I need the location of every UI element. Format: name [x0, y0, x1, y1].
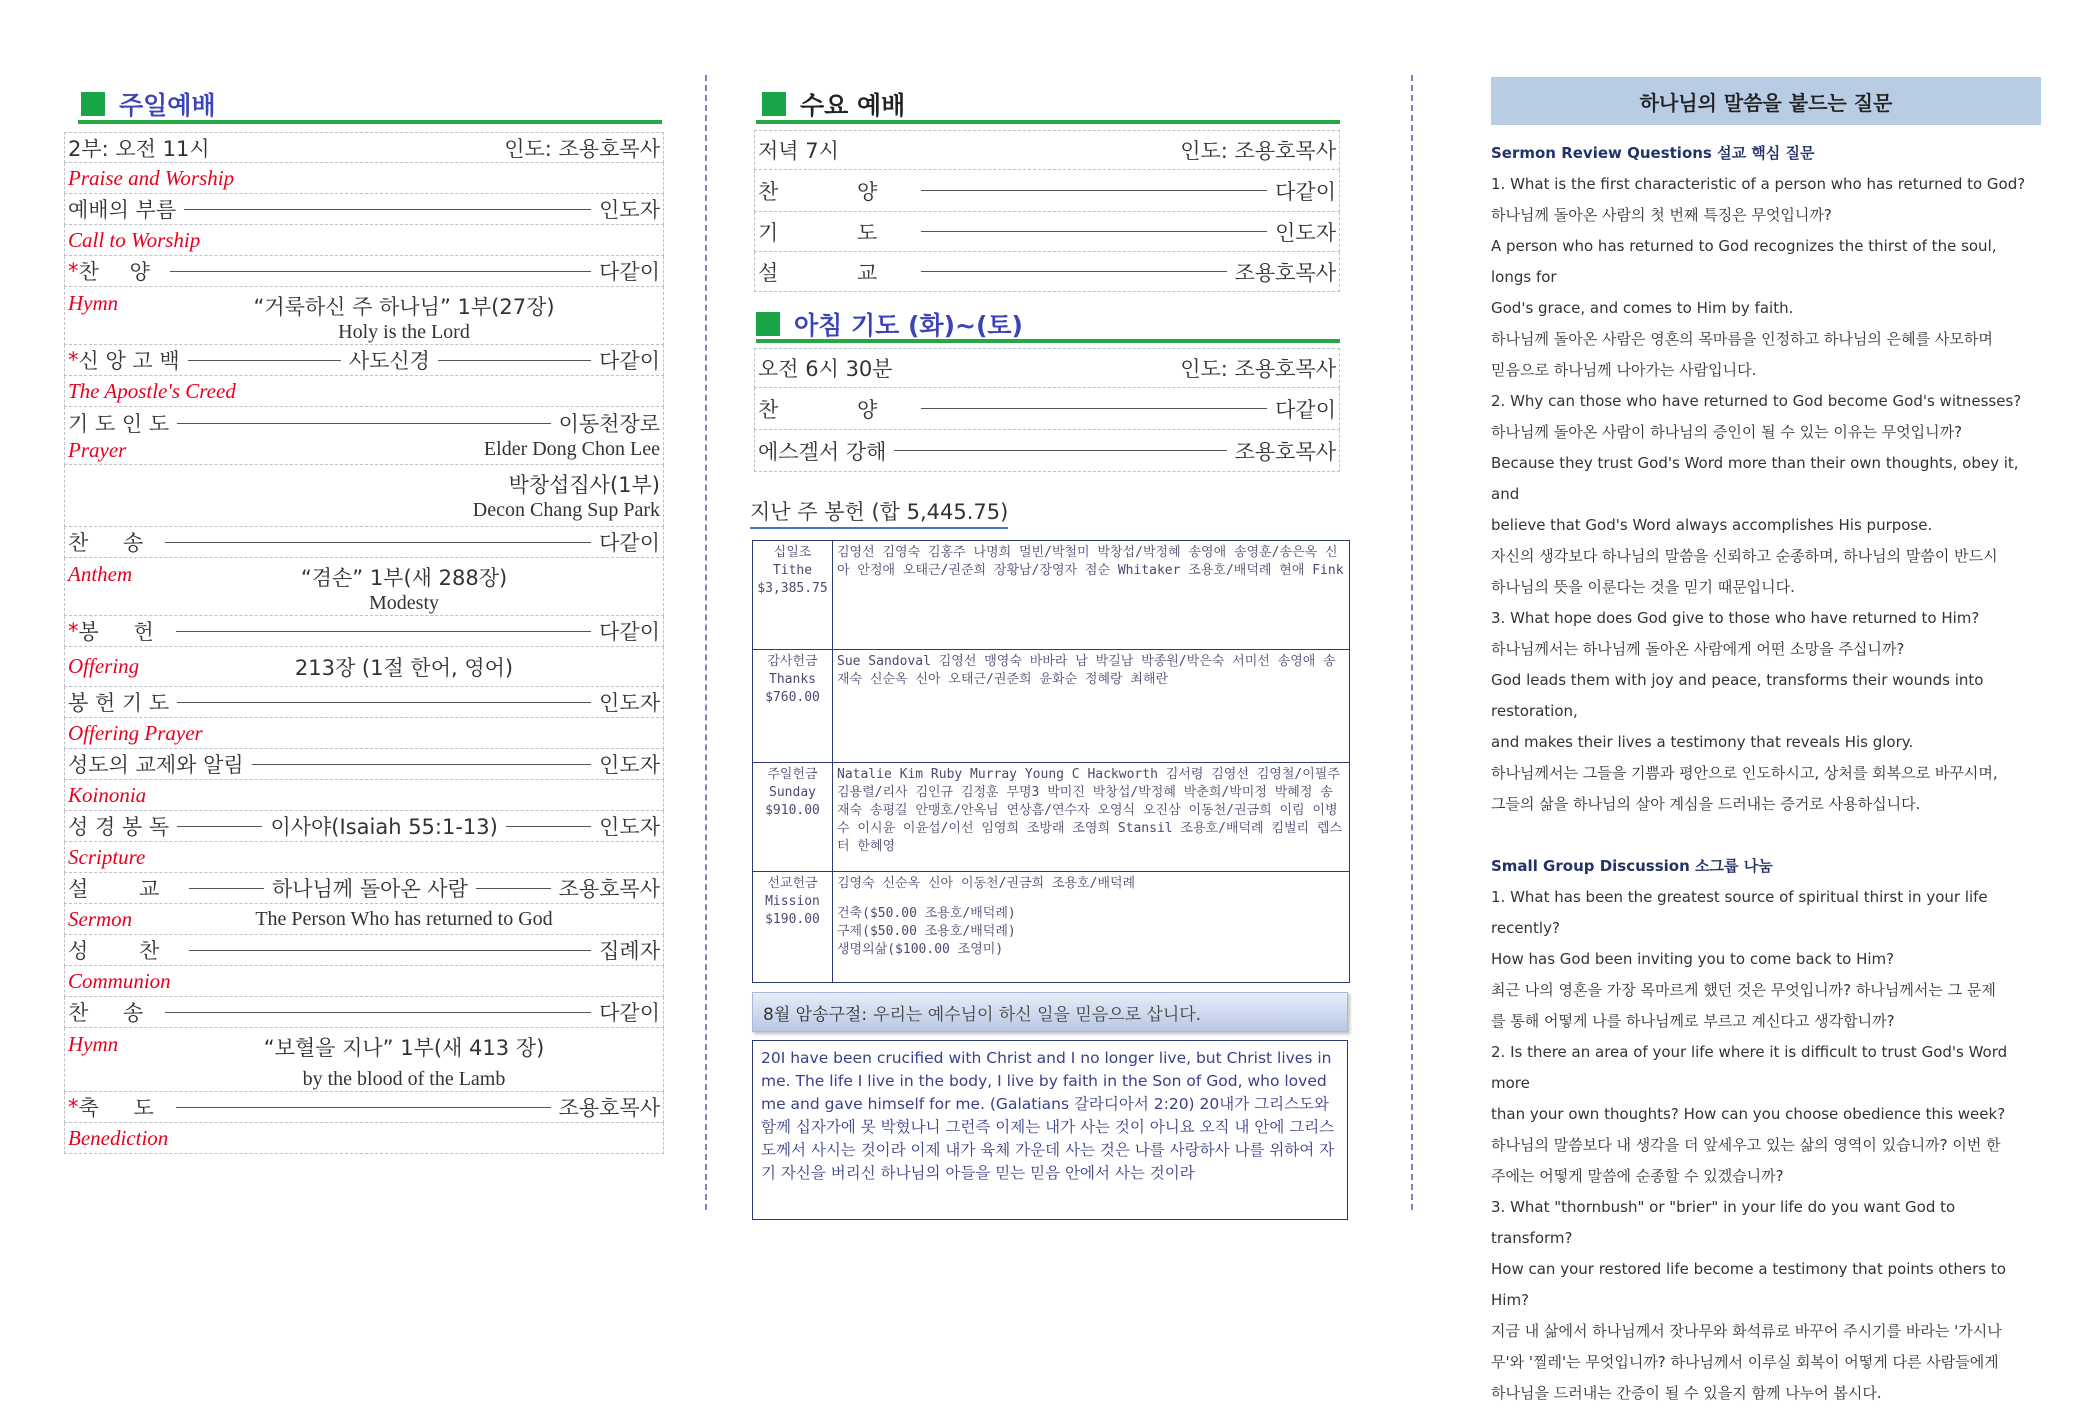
morning-title: 아침 기도 (화)~(토): [756, 306, 1023, 342]
question-line: 하나님의 말씀보다 내 생각을 더 앞세우고 있는 삶의 영역이 있습니까? 이번 한: [1491, 1136, 2001, 1154]
question-line: 주에는 어떻게 말씀에 순종할 수 있겠습니까?: [1491, 1167, 1784, 1185]
question-line: 하나님께 돌아온 사람의 첫 번째 특징은 무엇입니까?: [1491, 206, 1832, 224]
morning-title-rule: [756, 339, 1340, 343]
morning-header-row: 오전 6시 30분 인도: 조용호목사: [754, 348, 1340, 388]
wednesday-order: [754, 130, 1340, 292]
offering-row: * 봉 헌 다같이: [64, 616, 664, 647]
column-divider-2: [1411, 75, 1413, 1210]
question-line: 2. Why can those who have returned to God become God's witnesses?: [1491, 392, 2022, 410]
memory-verse-banner: 8월 암송구절: 우리는 예수님이 하신 일을 믿음으로 삽니다.: [752, 992, 1348, 1032]
wednesday-row-1: 찬 양 다같이: [754, 170, 1340, 212]
communion-row: 성 찬 집례자: [64, 935, 664, 966]
creed-row: * 신 앙 고 백 사도신경 다같이: [64, 345, 664, 376]
question-line: and makes their lives a testimony that reveals His glory.: [1491, 733, 1914, 751]
morning-order: [754, 348, 1340, 472]
prayer-row: 기 도 인 도 이동천장로 Prayer Elder Dong Chon Lee: [64, 407, 664, 465]
offering-prayer-en-row: Offering Prayer: [64, 718, 664, 749]
question-line: 하나님을 드러내는 간증이 될 수 있을지 함께 나누어 봅시다.: [1491, 1384, 1882, 1402]
questions-title: 하나님의 말씀을 붙드는 질문: [1491, 77, 2041, 125]
offering-prayer-row: 봉 헌 기 도 인도자: [64, 687, 664, 718]
question-line: God's grace, and comes to Him by faith.: [1491, 299, 1794, 317]
wednesday-title: 수요 예배: [762, 86, 905, 122]
sunday-header-row: 2부: 오전 11시 인도: 조용호목사: [64, 132, 664, 163]
sunday-title-rule: [78, 120, 662, 124]
anthem-detail-row: Anthem “겸손” 1부(새 288장) Modesty: [64, 558, 664, 616]
anthem-row: 찬 송 다같이: [64, 527, 664, 558]
question-line: 2. Is there an area of your life where it is difficult to trust God's Word more: [1491, 1043, 2008, 1092]
wednesday-header-row: 저녁 7시 인도: 조용호목사: [754, 130, 1340, 170]
sermon-en-row: Sermon The Person Who has returned to God: [64, 904, 664, 935]
praise-song-row: * 찬 양 다같이: [64, 256, 664, 287]
question-line: 하나님의 뜻을 이룬다는 것을 믿기 때문입니다.: [1491, 578, 1795, 596]
scripture-en-row: Scripture: [64, 842, 664, 873]
question-line: 그들의 삶을 하나님의 살아 계심을 드러내는 증거로 사용하십니다.: [1491, 795, 1921, 813]
question-line: 지금 내 삶에서 하나님께서 잣나무와 화석류로 바꾸어 주시기를 바라는 '가시나: [1491, 1322, 2002, 1340]
question-line: 자신의 생각보다 하나님의 말씀을 신뢰하고 순종하며, 하나님의 말씀이 반드시: [1491, 547, 1998, 565]
table-row: 주일헌금 Sunday $910.00 Natalie Kim Ruby Murray Young C Hackworth 김서령 김영선 김영철/이필주 김용렬/리사 김인규 김정훈 무명3 박미진 박창섭/박정혜 박춘희/박미정 박혜정 송재숙 송평길 안맹호/안옥님 연상흠/연수자 오영식 오진삼 이동천/권금희 이림 이병수 이시윤 이윤섭/이선 임영희 조방래 조영희 Stansil 조용호/배덕례 킴벌리 렙스터 한혜영: [753, 762, 1349, 871]
morning-row-2: 에스겔서 강해 조용호목사: [754, 430, 1340, 472]
small-group-list: [1491, 882, 2041, 1409]
creed-en-row: The Apostle's Creed: [64, 376, 664, 407]
offering-table: [752, 540, 1350, 983]
benediction-en-row: Benediction: [64, 1123, 664, 1154]
sermon-review-list: [1491, 169, 2041, 820]
wednesday-row-2: 기 도 인도자: [754, 212, 1340, 252]
morning-row-1: 찬 양 다같이: [754, 388, 1340, 430]
question-line: 1. What has been the greatest source of spiritual thirst in your life recently?: [1491, 888, 1988, 937]
question-line: 를 통해 어떻게 나를 하나님께로 부르고 계신다고 생각합니까?: [1491, 1012, 1895, 1030]
table-row: 감사헌금 Thanks $760.00 Sue Sandoval 김영선 맹영숙 바바라 남 박길남 박종원/박은숙 서미선 송영애 송재숙 신순옥 신아 오태근/권준희 윤화순 정혜랑 최해란: [753, 649, 1349, 762]
wednesday-row-3: 설 교 조용호목사: [754, 252, 1340, 292]
question-line: 3. What "thornbush" or "brier" in your life do you want God to transform?: [1491, 1198, 1956, 1247]
question-line: A person who has returned to God recognizes the thirst of the soul, longs for: [1491, 237, 1997, 286]
question-line: Because they trust God's Word more than their own thoughts, obey it, and: [1491, 454, 2019, 503]
question-line: 하나님께서는 하나님께 돌아온 사람에게 어떤 소망을 주십니까?: [1491, 640, 1905, 658]
question-line: How has God been inviting you to come back to Him?: [1491, 950, 1895, 968]
call-to-worship-en-row: Call to Worship: [64, 225, 664, 256]
hymn2-row: 찬 송 다같이: [64, 997, 664, 1028]
column-divider-1: [705, 75, 707, 1210]
question-line: 하나님께 돌아온 사람이 하나님의 증인이 될 수 있는 이유는 무엇입니까?: [1491, 423, 1963, 441]
table-row: 십일조 Tithe $3,385.75 김영선 김영숙 김홍주 나명희 멀빈/박철미 박창섭/박정혜 송영애 송영훈/송은옥 신아 안정애 오태근/권준희 장황남/장영자 점순 Whitaker 조용호/배덕례 현애 Fink: [753, 541, 1349, 649]
table-row: 선교헌금 Mission $190.00 김영숙 신순옥 신아 이동천/권금희 조용호/배덕례 건축($50.00 조용호/배덕례) 구제($50.00 조용호/배덕례) 생명의삶($100.00 조영미): [753, 871, 1349, 982]
call-to-worship-row: 예배의 부름 인도자: [64, 194, 664, 225]
koinonia-en-row: Koinonia: [64, 780, 664, 811]
sunday-title: 주일예배: [81, 86, 216, 122]
benediction-row: * 축 도 조용호목사: [64, 1092, 664, 1123]
question-line: than your own thoughts? How can you choose obedience this week?: [1491, 1105, 2006, 1123]
offering-detail-row: Offering 213장 (1절 한어, 영어): [64, 647, 664, 687]
sermon-row: 설 교 하나님께 돌아온 사람 조용호목사: [64, 873, 664, 904]
offering-title: 지난 주 봉헌 (합 5,445.75): [750, 496, 1008, 529]
sunday-order: [64, 132, 664, 1154]
question-line: 최근 나의 영혼을 가장 목마르게 했던 것은 무엇입니까? 하나님께서는 그 문제: [1491, 981, 1996, 999]
memory-verse-box: 20I have been crucified with Christ and I no longer live, but Christ lives in me. The life I live in the body, I live by faith in the Son of God, who loved me and gave himself for me. (Galatians 갈라디아서 2:20) 20내가 그리스도와 함께 십자가에 못 박혔나니 그런즉 이제는 내가 사는 것이 아니요 오직 내 안에 그리스도께서 사시는 것이라 이제 내가 육체 가운데 사는 것은 나를 사랑하사 나를 위하여 자기 자신을 버리신 하나님의 아들을 믿는 믿음 안에서 사는 것이라: [752, 1040, 1348, 1220]
questions-body: Sermon Review Questions 설교 핵심 질문 1. What is the first characteristic of a person who has returned to God? 하나님께 돌아온 사람의 첫 번째 특징은 무엇입니까? A person who has returned to God recognizes the thirst of the soul, longs for God's grace, and comes to Him by faith. 하나님께 돌아온 사람은 영혼의 목마름을 인정하고 하나님의 은혜를 사모하며 믿음으로 하나님께 나아가는 사람입니다. 2. Why can those who have returned to God become God's witnesses? 하나님께 돌아온 사람이 하나님의 증인이 될 수 있는 이유는 무엇입니까? Because they trust God's Word more than their own thoughts, obey it, and believe that God's Word always accomplishes His purpose. 자신의 생각보다 하나님의 말씀을 신뢰하고 순종하며, 하나님의 말씀이 반드시 하나님의 뜻을 이룬다는 것을 믿기 때문입니다. 3. What hope does God give to those who have returned to Him? 하나님께서는 하나님께 돌아온 사람에게 어떤 소망을 주십니까? God leads them with joy and peace, transforms their wounds into restoration, and makes their lives a testimony that reveals His glory. 하나님께서는 그들을 기쁨과 평안으로 인도하시고, 상처를 회복으로 바꾸시며, 그들의 삶을 하나님의 살아 계심을 드러내는 증거로 사용하십니다. Small Group Discussion 소그룹 나눔 1. What has been the greatest source of spiritual thirst in your life recently? How has God been inviting you to come back to Him? 최근 나의 영혼을 가장 목마르게 했던 것은 무엇입니까? 하나님께서는 그 문제 를 통해 어떻게 나를 하나님께로 부르고 계신다고 생각합니까? 2. Is there an area of your life where it is difficult to trust God's Word more than your own thoughts? How can you choose obedience this week? 하나님의 말씀보다 내 생각을 더 앞세우고 있는 삶의 영역이 있습니까? 이번 한 주에는 어떻게 말씀에 순종할 수 있겠습니까? 3. What "thornbush" or "brier" in your life do you want God to transform? How can your restored life become a testimony that points others to Him? 지금 내 삶에서 하나님께서 잣나무와 화석류로 바꾸어 주시기를 바라는 '가시나 무'와 '찔레'는 무엇입니까? 하나님께서 이루실 회복이 어떻게 다른 사람들에게 하나님을 드러내는 간증이 될 수 있을지 함께 나누어 봅시다.: [1491, 138, 2041, 1409]
question-line: How can your restored life become a testimony that points others to Him?: [1491, 1260, 2006, 1309]
question-line: 하나님께 돌아온 사람은 영혼의 목마름을 인정하고 하나님의 은혜를 사모하며: [1491, 330, 1993, 348]
green-square-icon: [756, 312, 780, 336]
question-line: 3. What hope does God give to those who have returned to Him?: [1491, 609, 1980, 627]
question-line: 무'와 '찔레'는 무엇입니까? 하나님께서 이루실 회복이 어떻게 다른 사람들에게: [1491, 1353, 1999, 1371]
scripture-row: 성 경 봉 독 이사야(Isaiah 55:1-13) 인도자: [64, 811, 664, 842]
koinonia-row: 성도의 교제와 알림 인도자: [64, 749, 664, 780]
praise-row: Praise and Worship: [64, 163, 664, 194]
green-square-icon: [762, 92, 786, 116]
question-line: believe that God's Word always accomplishes His purpose.: [1491, 516, 1933, 534]
green-square-icon: [81, 92, 105, 116]
prayer2-row: 박창섭집사(1부) Decon Chang Sup Park: [64, 465, 664, 527]
question-line: 믿음으로 하나님께 나아가는 사람입니다.: [1491, 361, 1757, 379]
communion-en-row: Communion: [64, 966, 664, 997]
question-line: God leads them with joy and peace, transforms their wounds into restoration,: [1491, 671, 1984, 720]
hymn2-detail-row: Hymn “보혈을 지나” 1부(새 413 장) by the blood of the Lamb: [64, 1028, 664, 1092]
question-line: 1. What is the first characteristic of a person who has returned to God?: [1491, 175, 2026, 193]
question-line: 하나님께서는 그들을 기쁨과 평안으로 인도하시고, 상처를 회복으로 바꾸시며,: [1491, 764, 1998, 782]
wednesday-title-rule: [756, 120, 1340, 124]
hymn1-row: Hymn “거룩하신 주 하나님” 1부(27장) Holy is the Lord: [64, 287, 664, 345]
